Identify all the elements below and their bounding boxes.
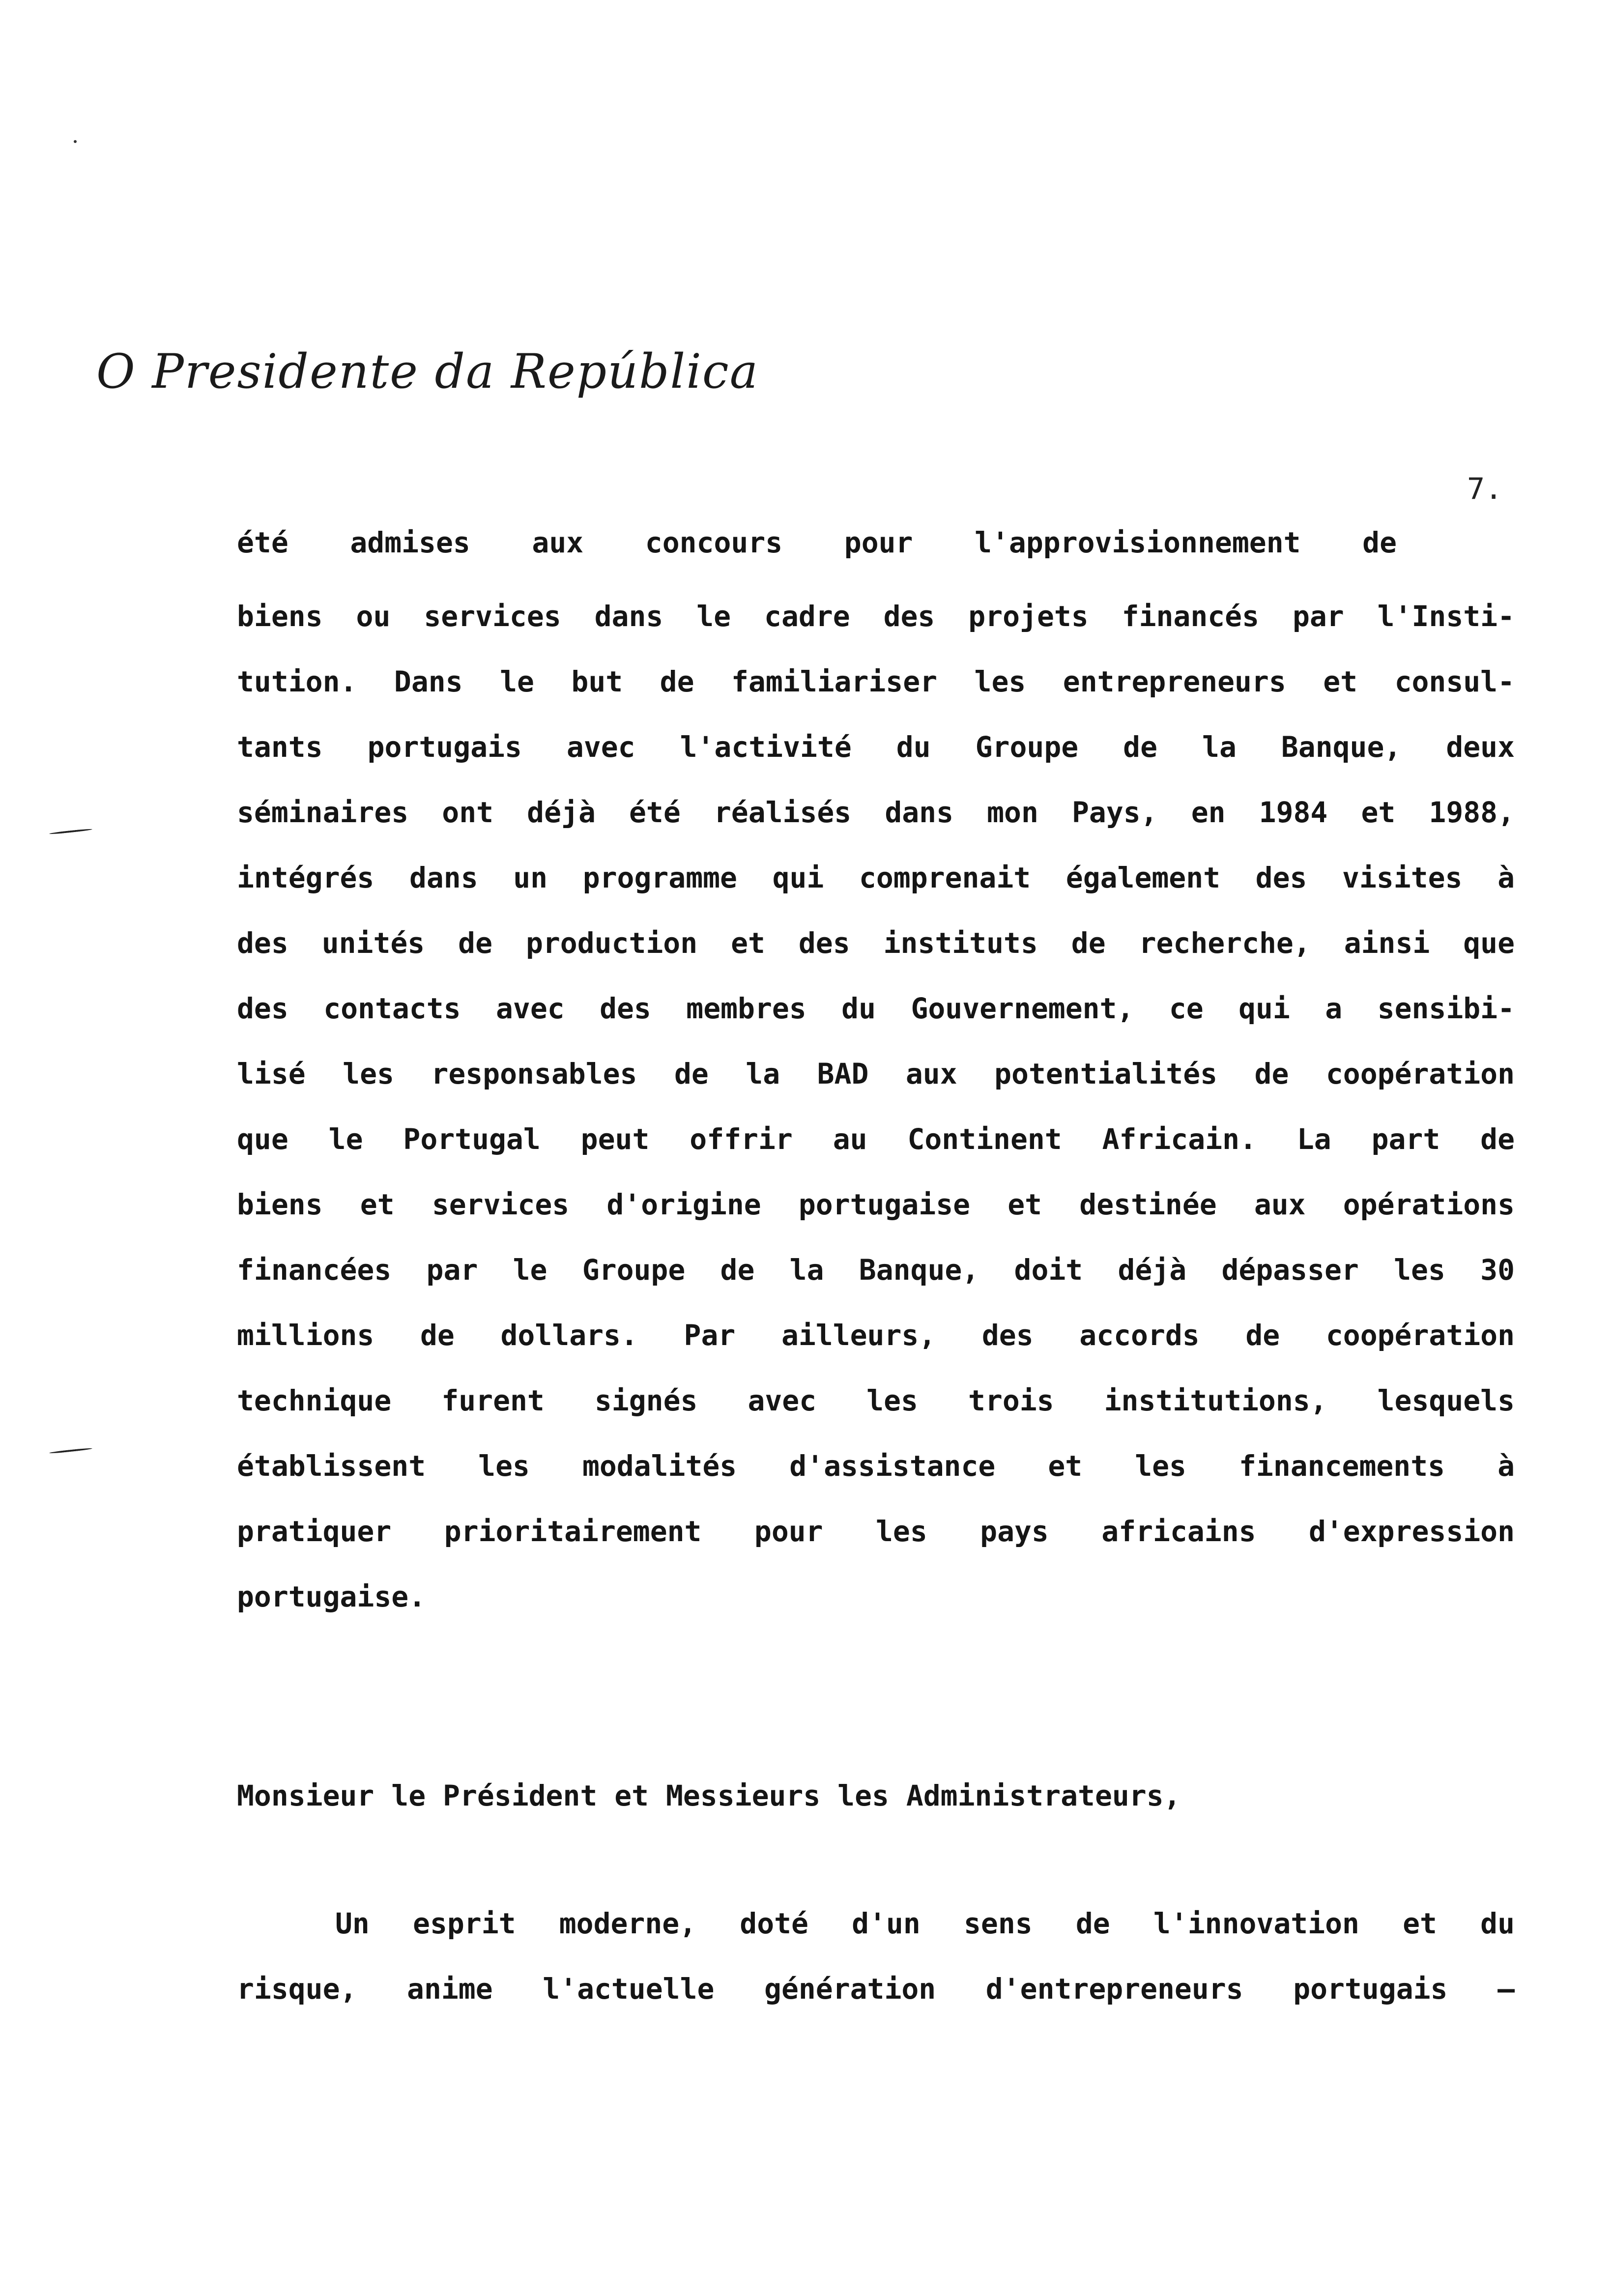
paragraph-line: millions de dollars. Par ailleurs, des accords de coopération [237,1319,1515,1352]
paragraph-line: lisé les responsables de la BAD aux potentialités de coopération [237,1057,1515,1091]
paragraph-line: Un esprit moderne, doté d'un sens de l'innovation et du [335,1907,1515,1940]
paragraph-line: intégrés dans un programme qui comprenait également des visites à [237,861,1515,894]
paragraph-line: des unités de production et des instituts de recherche, ainsi que [237,926,1515,960]
paragraph-line: financées par le Groupe de la Banque, doit déjà dépasser les 30 [237,1253,1515,1287]
paragraph-line: séminaires ont déjà été réalisés dans mon Pays, en 1984 et 1988, [237,796,1515,829]
paragraph-line: établissent les modalités d'assistance et les financements à [237,1449,1515,1483]
paragraph-line: technique furent signés avec les trois institutions, lesquels [237,1384,1515,1417]
salutation: Monsieur le Président et Messieurs les Administrateurs, [237,1779,1181,1812]
paragraph-line: biens et services d'origine portugaise et destinée aux opérations [237,1188,1515,1221]
paragraph-line: été admises aux concours pour l'approvisionnement de [237,526,1397,559]
paragraph-line: portugaise. [237,1580,426,1613]
paragraph-line: pratiquer prioritairement pour les pays africains d'expression [237,1515,1515,1548]
paragraph-line: tants portugais avec l'activité du Groupe de la Banque, deux [237,730,1515,764]
margin-mark-2 [49,1447,92,1454]
letterhead-title: O Presidente da República [96,344,759,399]
margin-mark-1 [49,828,92,834]
paragraph-line: risque, anime l'actuelle génération d'entrepreneurs portugais – [237,1972,1515,2006]
paragraph-line: tution. Dans le but de familiariser les entrepreneurs et consul- [237,665,1515,698]
page-number: 7. [1467,472,1503,506]
paragraph-line: des contacts avec des membres du Gouvernement, ce qui a sensibi- [237,992,1515,1025]
scan-speck [74,140,77,143]
paragraph-line: biens ou services dans le cadre des projets financés par l'Insti- [237,600,1515,633]
paragraph-line: que le Portugal peut offrir au Continent Africain. La part de [237,1122,1515,1156]
